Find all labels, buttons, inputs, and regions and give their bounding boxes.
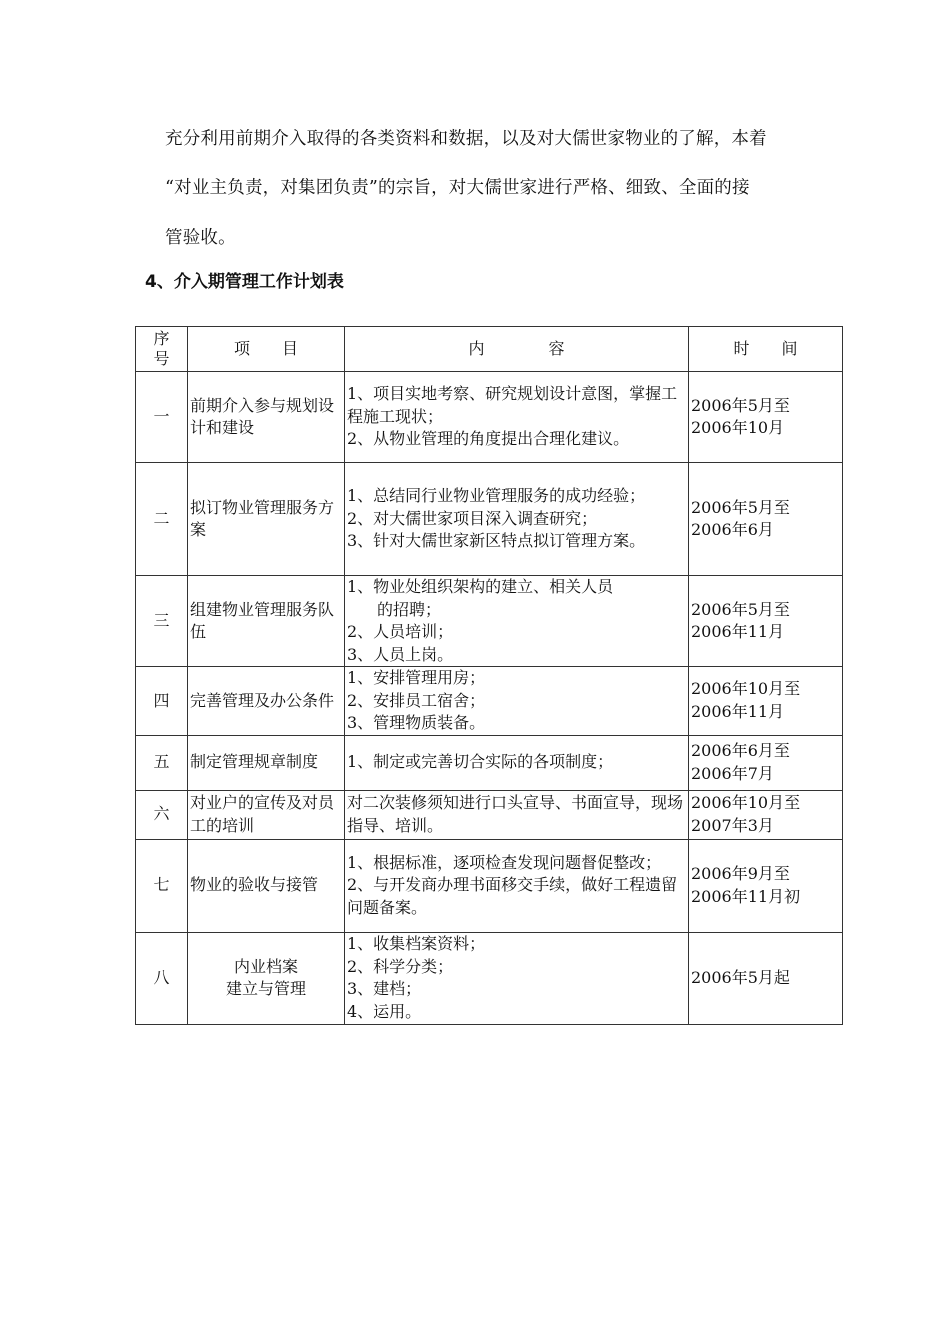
row-seq: 四 (136, 667, 188, 736)
content-line: 2、科学分类； (347, 956, 454, 976)
row-seq: 七 (136, 839, 188, 932)
row-item: 制定管理规章制度 (188, 735, 345, 790)
content-line: 2、安排员工宿舍； (347, 690, 486, 710)
time-line: 2006年5月至 (691, 599, 790, 619)
header-content: 内 容 (345, 327, 689, 372)
item-line: 建立与管理 (225, 979, 306, 998)
row-time (689, 667, 843, 736)
content-line: 2、从物业管理的角度提出合理化建议。 (347, 429, 630, 449)
time-line: 2006年7月 (691, 763, 774, 783)
row-item: 拟订物业管理服务方案 (188, 463, 345, 576)
content-line: 1、安排管理用房； (347, 668, 486, 687)
row-content (345, 735, 689, 790)
content-line: 1、收集档案资料； (347, 934, 486, 953)
table-row (136, 372, 843, 463)
row-content (345, 372, 689, 463)
table-row (136, 932, 843, 1024)
row-content (345, 463, 689, 576)
time-line: 2006年5月至 (691, 395, 790, 415)
table-row (136, 667, 843, 736)
table-header-row (136, 327, 843, 372)
row-content (345, 790, 689, 839)
content-line: 1、制定或完善切合实际的各项制度； (347, 752, 614, 772)
row-time (689, 576, 843, 667)
content-line: 的招聘； (377, 599, 442, 619)
content-line: 对二次装修须知进行口头宣导、书面宣导，现场指导、培训。 (347, 793, 684, 835)
content-line: 4、运用。 (347, 1001, 422, 1021)
row-seq: 三 (136, 576, 188, 667)
intro-line-3: 管验收。 (165, 228, 236, 248)
time-line: 2006年11月初 (691, 886, 801, 906)
row-content (345, 839, 689, 932)
content-line: 2、人员培训； (347, 622, 454, 641)
row-item: 前期介入参与规划设计和建设 (188, 372, 345, 463)
row-item: 对业户的宣传及对员工的培训 (188, 790, 345, 839)
row-item (188, 932, 345, 1024)
row-time (689, 839, 843, 932)
content-line: 1、总结同行业物业管理服务的成功经验； (347, 486, 646, 506)
row-time (689, 790, 843, 839)
time-line: 2006年5月至 (691, 497, 790, 517)
row-content (345, 932, 689, 1024)
time-line: 2006年11月 (691, 701, 785, 721)
content-line: 1、项目实地考察、研究规划设计意图，掌握工程施工现状； (347, 384, 678, 426)
row-item: 组建物业管理服务队伍 (188, 576, 345, 667)
time-line: 2007年3月 (691, 815, 774, 835)
content-line: 3、建档； (347, 979, 422, 998)
row-time (689, 932, 843, 1024)
time-line: 2006年6月至 (691, 741, 790, 760)
header-time: 时 间 (689, 327, 843, 372)
intro-line-2: “对业主负责，对集团负责”的宗旨，对大儒世家进行严格、细致、全面的接 (165, 178, 750, 198)
content-line: 3、人员上岗。 (347, 644, 454, 664)
table-row (136, 790, 843, 839)
content-line: 1、根据标准，逐项检查发现问题督促整改； (347, 852, 662, 872)
row-content (345, 667, 689, 736)
content-line: 1、物业处组织架构的建立、相关人员 (347, 577, 614, 596)
table-row (136, 576, 843, 667)
time-line: 2006年10月 (691, 418, 785, 437)
time-line: 2006年10月至 (691, 793, 801, 812)
row-item: 物业的验收与接管 (188, 839, 345, 932)
time-line: 2006年6月 (691, 520, 774, 539)
content-line: 3、针对大儒世家新区特点拟订管理方案。 (347, 531, 646, 551)
row-seq: 一 (136, 372, 188, 463)
row-time (689, 372, 843, 463)
time-line: 2006年11月 (691, 622, 785, 641)
row-seq: 五 (136, 735, 188, 790)
content-line: 2、与开发商办理书面移交手续，做好工程遗留问题备案。 (347, 875, 678, 917)
table-row (136, 839, 843, 932)
content-line: 2、对大儒世家项目深入调查研究； (347, 508, 598, 528)
header-item: 项 目 (188, 327, 345, 372)
time-line: 2006年9月至 (691, 864, 790, 883)
time-line: 2006年5月起 (691, 967, 790, 987)
table-row (136, 735, 843, 790)
row-item: 完善管理及办公条件 (188, 667, 345, 736)
section-heading: 4、介入期管理工作计划表 (145, 272, 344, 292)
row-content (345, 576, 689, 667)
row-time (689, 735, 843, 790)
row-seq: 六 (136, 790, 188, 839)
header-seq: 序号 (136, 327, 188, 372)
content-line: 3、管理物质装备。 (347, 713, 486, 732)
work-plan-table (135, 326, 843, 1025)
row-time (689, 463, 843, 576)
intro-line-1: 充分利用前期介入取得的各类资料和数据，以及对大儒世家物业的了解，本着 (165, 129, 767, 149)
time-line: 2006年10月至 (691, 679, 801, 699)
item-line: 内业档案 (233, 956, 298, 976)
table-row (136, 463, 843, 576)
row-seq: 八 (136, 932, 188, 1024)
row-seq: 二 (136, 463, 188, 576)
